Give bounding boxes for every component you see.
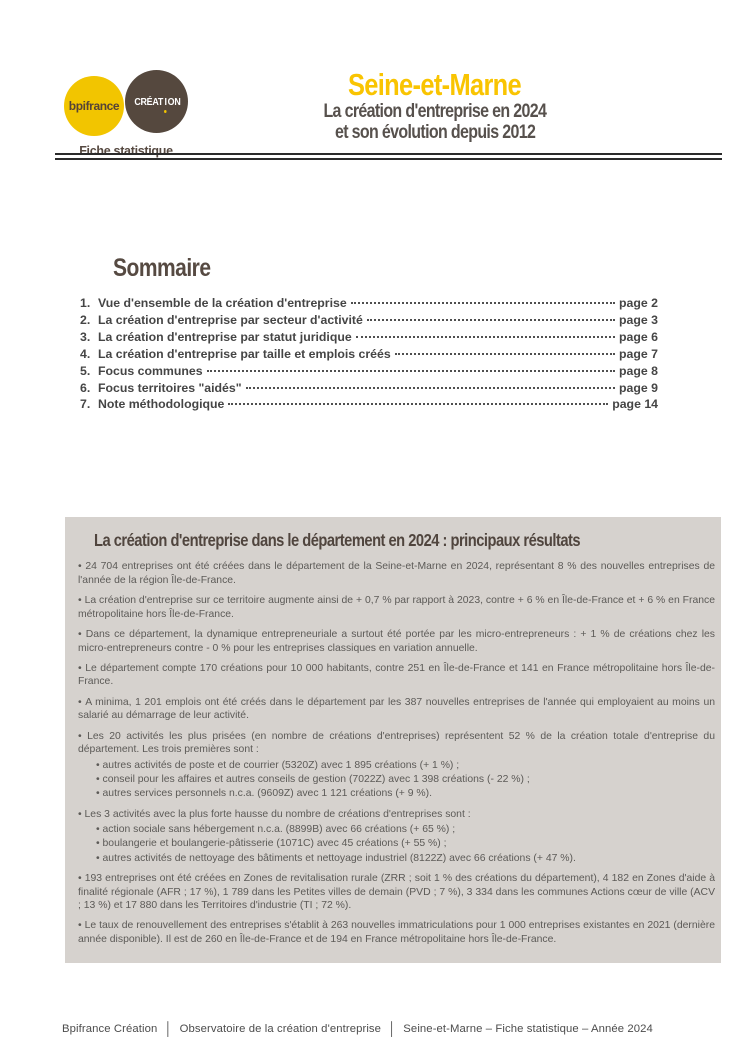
toc-item-number: 1. (80, 296, 91, 310)
toc-item-label: La création d'entreprise par statut juridique (98, 329, 352, 344)
toc-item-number: 6. (80, 380, 91, 395)
toc-list (80, 295, 658, 413)
top-activity-3: • autres services personnels n.c.a. (9609Z) avec 1 121 créations (+ 9 %). (96, 787, 715, 801)
toc-item-label: Vue d'ensemble de la création d'entreprise (98, 296, 347, 310)
toc-item-page: page 3 (619, 312, 658, 327)
bpifrance-logo-icon (64, 76, 124, 136)
toc-item-number: 3. (80, 329, 91, 344)
creation-logo-label: CRÉATION (133, 95, 180, 108)
toc-item-4[interactable] (80, 346, 658, 363)
title-block (250, 68, 620, 143)
toc-heading: Sommaire (113, 254, 211, 282)
toc-item-page: page 9 (619, 380, 658, 395)
key-results-title: La création d'entreprise dans le département en 2024 : principaux résultats (94, 530, 581, 550)
creation-logo-i-dot: I (163, 95, 167, 108)
table-of-contents (80, 254, 658, 413)
footer-observatoire: Observatoire de la création d'entreprise (179, 1023, 382, 1035)
key-results-box (65, 517, 721, 963)
rising-activity-2: • boulangerie et boulangerie-pâtisserie (1071C) avec 45 créations (+ 55 %) ; (96, 837, 715, 851)
toc-item-page: page 14 (612, 397, 658, 412)
toc-item-7[interactable] (80, 396, 658, 413)
result-bullet-4: • Le département compte 170 créations pour 10 000 habitants, contre 251 en Île-de-France et 141 en France métropolitaine hors Île-de-France. (78, 662, 715, 689)
subtitle-line-2: et son évolution depuis 2012 (334, 121, 536, 143)
key-results-body (78, 560, 717, 947)
toc-item-3[interactable] (80, 329, 658, 346)
toc-item-number: 5. (80, 363, 91, 378)
footer-separator: │ (388, 1021, 397, 1036)
header-divider (55, 153, 722, 160)
toc-leader-dots (228, 403, 608, 405)
result-bullet-2: • La création d'entreprise sur ce territoire augmente ainsi de + 0,7 % par rapport à 2023, contre + 6 % en Île-de-France et + 6 % en France métropolitaine hors Île-de-France. (78, 594, 715, 621)
page-footer (62, 1021, 653, 1036)
toc-item-2[interactable] (80, 312, 658, 329)
result-bullet-9: • Le taux de renouvellement des entreprises s'établit à 263 nouvelles immatriculations pour 1 000 entreprises existantes en 2021 (dernière année disponible). Il est de 260 en Île-de-France et de 194 en France métropolitaine hors Île-de-France. (78, 919, 715, 946)
subtitle-line-1: La création d'entreprise en 2024 (323, 100, 547, 122)
toc-leader-dots (356, 336, 615, 338)
footer-separator: │ (164, 1021, 173, 1036)
toc-item-label: Focus communes (98, 363, 203, 378)
result-bullet-8: • 193 entreprises ont été créées en Zones de revitalisation rurale (ZRR ; soit 1 % des créations du département), 4 182 en Zones d'aide à finalité régionale (AFR ; 17 %), 1 789 dans les Petites villes de demain (PVD ; 7 %), 3 334 dans les communes Actions cœur de ville (ACV ; 13 %) et 17 880 dans les Territoires d'industrie (TI ; 72 %). (78, 872, 715, 913)
toc-leader-dots (207, 370, 615, 372)
toc-item-number: 2. (80, 312, 91, 327)
toc-item-label: Focus territoires "aidés" (98, 380, 242, 395)
toc-item-number: 7. (80, 397, 91, 412)
department-title: Seine-et-Marne (348, 67, 522, 102)
toc-item-page: page 6 (619, 329, 658, 344)
toc-leader-dots (367, 319, 615, 321)
top-activity-2: • conseil pour les affaires et autres conseils de gestion (7022Z) avec 1 398 créations (- 22 %) ; (96, 773, 715, 787)
rising-activities-list (96, 823, 715, 865)
toc-leader-dots (351, 302, 615, 304)
top-activity-1: • autres activités de poste et de courrier (5320Z) avec 1 895 créations (+ 1 %) ; (96, 759, 715, 773)
toc-item-page: page 2 (619, 296, 658, 310)
result-bullet-7: • Les 3 activités avec la plus forte hausse du nombre de créations d'entreprises sont : (78, 808, 715, 822)
toc-item-5[interactable] (80, 363, 658, 380)
footer-doc-info: Seine-et-Marne – Fiche statistique – Année 2024 (403, 1023, 653, 1035)
rising-activity-1: • action sociale sans hébergement n.c.a. (8899B) avec 66 créations (+ 65 %) ; (96, 823, 715, 837)
bpifrance-logo-label: bpifrance (68, 99, 120, 113)
result-bullet-5: • A minima, 1 201 emplois ont été créés dans le département par les 387 nouvelles entreprises de l'année qui employaient au moins un salarié au démarrage de leur activité. (78, 696, 715, 723)
toc-item-number: 4. (80, 346, 91, 361)
logo-row (64, 70, 194, 136)
logo-block (64, 70, 194, 158)
fiche-statistique-tagline: Fiche statistique (79, 144, 173, 158)
toc-item-page: page 8 (619, 363, 658, 378)
rising-activity-3: • autres activités de nettoyage des bâtiments et nettoyage industriel (8122Z) avec 66 créations (+ 47 %). (96, 852, 715, 866)
footer-org: Bpifrance Création (62, 1023, 158, 1035)
result-bullet-1: • 24 704 entreprises ont été créées dans le département de la Seine-et-Marne en 2024, représentant 8 % des nouvelles entreprises de l'année de la région Île-de-France. (78, 560, 715, 587)
toc-item-label: Note méthodologique (98, 397, 225, 412)
toc-leader-dots (246, 387, 615, 389)
toc-leader-dots (395, 353, 615, 355)
top-activities-list (96, 759, 715, 801)
toc-item-page: page 7 (619, 346, 658, 361)
result-bullet-3: • Dans ce département, la dynamique entrepreneuriale a surtout été portée par les micro-entrepreneurs : + 1 % de créations chez les micro-entrepreneurs contre - 0 % pour les entreprises classiques en variation annuelle. (78, 628, 715, 655)
creation-logo-icon (125, 70, 188, 133)
result-bullet-6: • Les 20 activités les plus prisées (en nombre de créations d'entreprises) représentent 52 % de la création totale d'entreprise du département. Les trois premières sont : (78, 730, 715, 757)
toc-item-label: La création d'entreprise par taille et emplois créés (98, 346, 391, 361)
toc-item-6[interactable] (80, 380, 658, 397)
toc-item-1[interactable] (80, 295, 658, 312)
toc-item-label: La création d'entreprise par secteur d'activité (98, 312, 363, 327)
